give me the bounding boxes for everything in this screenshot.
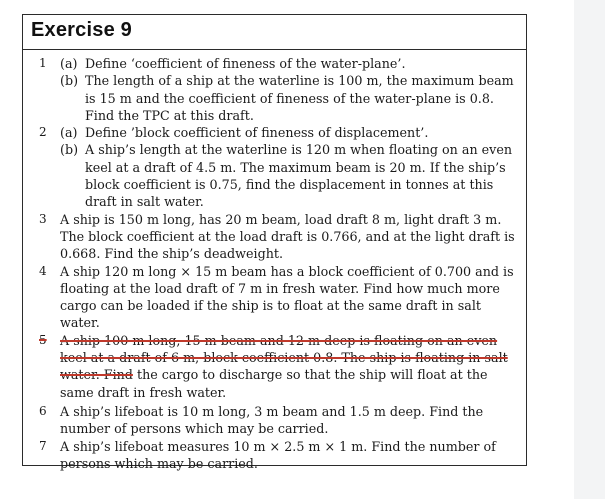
question-body	[60, 55, 518, 124]
part-label: (a)	[60, 56, 78, 71]
part-text: Define ’block coefficient of fineness of displacement’.	[85, 125, 429, 141]
title-divider	[23, 49, 526, 50]
question-text: the cargo to discharge so that the ship will float at the same draft in fresh water.	[60, 367, 488, 400]
question-text: A ship is 150 m long, has 20 m beam, load draft 8 m, light draft 3 m. The block coefficient at the load draft is 0.766, and at the light draft is 0.668. Find the ship’s deadweight.	[60, 211, 515, 262]
question-6	[23, 403, 526, 438]
question-part	[60, 141, 518, 210]
part-text: Define ‘coefficient of fineness of the water-plane’.	[85, 56, 406, 71]
question-2	[23, 124, 526, 210]
question-1	[23, 55, 526, 124]
question-7	[23, 438, 526, 473]
question-5	[23, 332, 526, 401]
question-part	[60, 72, 518, 124]
question-number: 6	[39, 403, 47, 418]
part-text: A ship’s length at the waterline is 120 m when floating on an even keel at a draft of 4.5 m. The maximum beam is 20 m. If the ship’s block coefficient is 0.75, find the displacement in tonnes at this draft in salt water.	[85, 142, 513, 210]
question-text: A ship 120 m long × 15 m beam has a block coefficient of 0.700 and is floating at the load draft of 7 m in fresh water. Find how much more cargo can be loaded if the ship is to float at the same draft in salt water.	[60, 263, 514, 331]
question-text: A ship’s lifeboat measures 10 m × 2.5 m × 1 m. Find the number of persons which may be carried.	[60, 438, 496, 471]
question-part	[60, 55, 518, 72]
question-text: A ship’s lifeboat is 10 m long, 3 m beam and 1.5 m deep. Find the number of persons which may be carried.	[60, 403, 484, 437]
question-number: 4	[39, 263, 47, 278]
question-number: 3	[39, 211, 47, 226]
exercise-box	[22, 14, 527, 471]
part-text: The length of a ship at the waterline is 100 m, the maximum beam is 15 m and the coefficient of fineness of the water-plane is 0.8. Find the TPC at this draft.	[85, 73, 514, 123]
part-label: (a)	[60, 125, 78, 141]
exercise-title: Exercise 9	[31, 19, 132, 41]
part-label: (b)	[60, 73, 79, 89]
question-body	[60, 124, 518, 210]
question-list	[23, 55, 526, 472]
question-number: 2	[39, 125, 47, 140]
right-side-strip	[574, 0, 605, 499]
question-number: 5	[39, 332, 47, 347]
question-4	[23, 263, 526, 332]
part-label: (b)	[60, 142, 79, 158]
question-part	[60, 124, 518, 141]
question-number: 1	[39, 56, 47, 70]
question-number: 7	[39, 438, 47, 453]
question-body	[60, 332, 518, 401]
question-3	[23, 211, 526, 263]
struck-through-text: A ship 100 m long, 15 m beam and 12 m deep is floating on an even keel at a draft of 6 m, block coefficient 0.8. The ship is floating in salt water. Find	[60, 332, 508, 383]
